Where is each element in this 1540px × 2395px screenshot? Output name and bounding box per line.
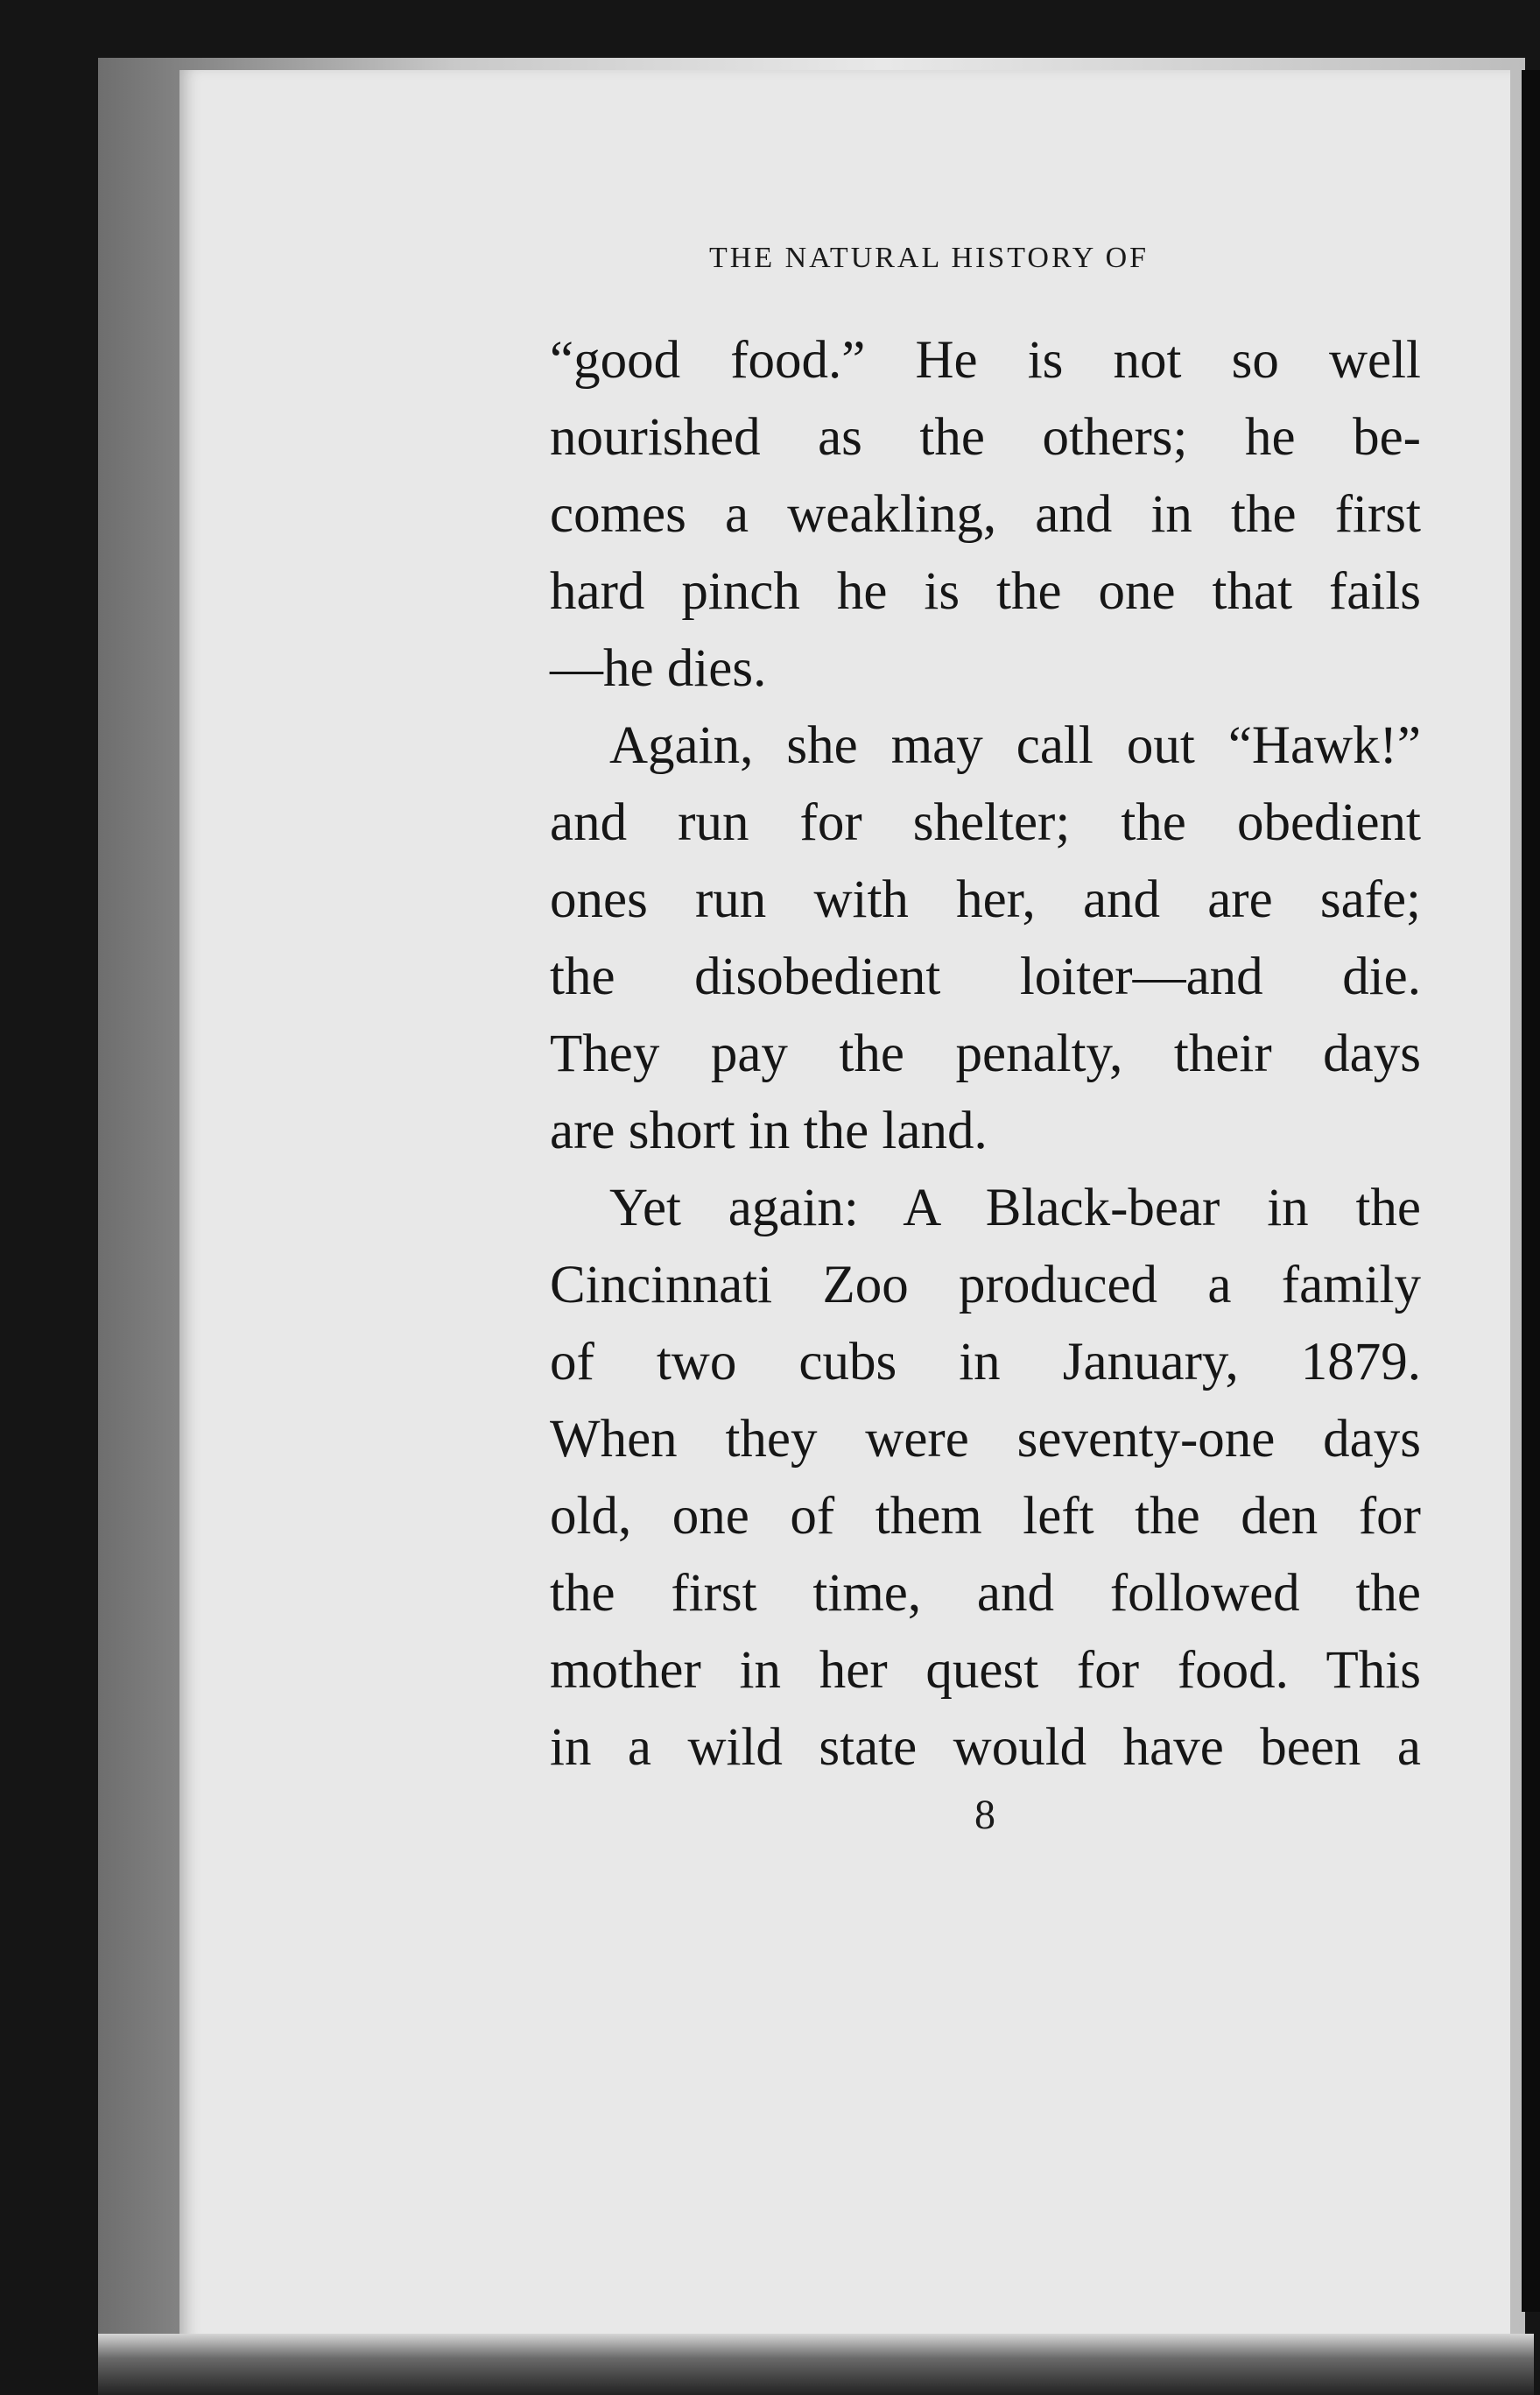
text-line: Cincinnati Zoo produced a family (550, 1256, 1421, 1314)
body-text (550, 322, 1421, 1786)
bottom-page-edges (98, 2334, 1534, 2395)
text-line: ones run with her, and are safe; (550, 870, 1421, 929)
text-line: Yet again: A Black-bear in the (609, 1179, 1421, 1237)
text-line: —he dies. (550, 639, 767, 698)
text-line: “good food.” He is not so well (550, 331, 1421, 390)
text-line: They pay the penalty, their days (550, 1025, 1421, 1083)
page-number: 8 (974, 1792, 995, 1838)
text-line: mother in her quest for food. This (550, 1641, 1421, 1700)
text-line: of two cubs in January, 1879. (550, 1333, 1421, 1391)
text-line: When they were seventy-one days (550, 1410, 1421, 1469)
text-line: Again, she may call out “Hawk!” (609, 716, 1421, 775)
text-line: old, one of them left the den for (550, 1487, 1421, 1546)
text-line: hard pinch he is the one that fails (550, 562, 1421, 621)
text-line: are short in the land. (550, 1102, 988, 1160)
right-binding-shadow (1522, 70, 1540, 2312)
text-line: in a wild state would have been a (550, 1718, 1421, 1777)
text-line: nourished as the others; he be- (550, 408, 1421, 467)
text-line: the first time, and followed the (550, 1564, 1421, 1623)
text-line: the disobedient loiter—and die. (550, 947, 1421, 1006)
running-head: THE NATURAL HISTORY OF (709, 242, 1150, 274)
text-line: and run for shelter; the obedient (550, 793, 1421, 852)
text-line: comes a weakling, and in the first (550, 485, 1421, 544)
